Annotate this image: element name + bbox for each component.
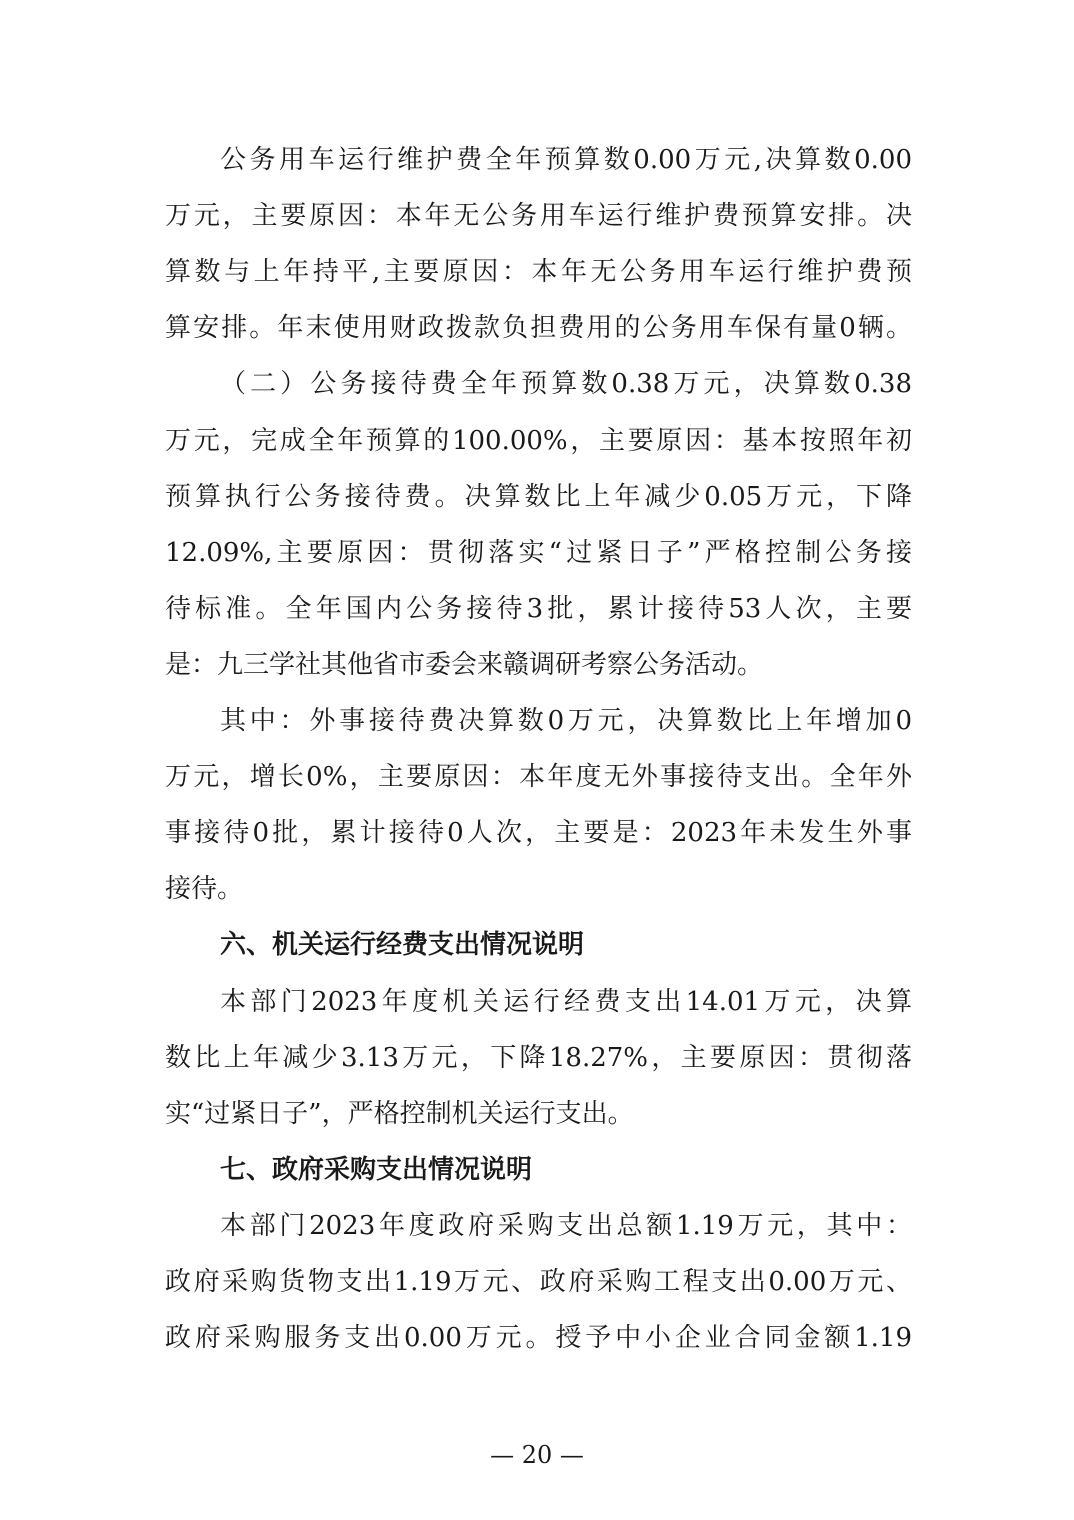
text-line: 算安排。年末使用财政拨款负担费用的公务用车保有量0辆。 bbox=[165, 313, 912, 344]
text-line: 政府采购服务支出0.00万元。授予中小企业合同金额1.19 bbox=[165, 1323, 912, 1354]
text-line: 万元，完成全年预算的100.00%，主要原因：基本按照年初 bbox=[165, 425, 912, 456]
text-line: 算数与上年持平,主要原因：本年无公务用车运行维护费预 bbox=[165, 257, 912, 288]
text-line: 本部门2023年度机关运行经费支出14.01万元，决算 bbox=[220, 986, 912, 1017]
text-line: 公务用车运行维护费全年预算数0.00万元,决算数0.00 bbox=[220, 145, 912, 175]
text-line: 是：九三学社其他省市委会来赣调研考察公务活动。 bbox=[165, 649, 764, 680]
text-line: 政府采购货物支出1.19万元、政府采购工程支出0.00万元、 bbox=[165, 1267, 912, 1297]
text-line: 接待。 bbox=[165, 874, 244, 905]
text-line: 事接待0批，累计接待0人次，主要是：2023年未发生外事 bbox=[165, 818, 912, 849]
text-line: 数比上年减少3.13万元，下降18.27%，主要原因：贯彻落 bbox=[165, 1042, 912, 1073]
text-line: 本部门2023年度政府采购支出总额1.19万元，其中： bbox=[220, 1210, 912, 1241]
text-line: 12.09%,主要原因：贯彻落实“过紧日子”严格控制公务接 bbox=[165, 537, 912, 568]
text-line: 其中：外事接待费决算数0万元，决算数比上年增加0 bbox=[220, 706, 912, 736]
section-heading: 七、政府采购支出情况说明 bbox=[220, 1154, 533, 1185]
text-line: 万元，主要原因：本年无公务用车运行维护费预算安排。决 bbox=[165, 201, 912, 232]
text-line: 预算执行公务接待费。决算数比上年减少0.05万元，下降 bbox=[165, 481, 912, 512]
text-line: 实“过紧日子”，严格控制机关运行支出。 bbox=[165, 1098, 634, 1129]
page-number: — 20 — bbox=[490, 1441, 584, 1469]
text-line: 待标准。全年国内公务接待3批，累计接待53人次，主要 bbox=[165, 593, 912, 624]
section-heading: 六、机关运行经费支出情况说明 bbox=[220, 930, 585, 961]
text-line: 万元，增长0%，主要原因：本年度无外事接待支出。全年外 bbox=[165, 762, 912, 793]
text-line: （二）公务接待费全年预算数0.38万元，决算数0.38 bbox=[220, 369, 912, 400]
